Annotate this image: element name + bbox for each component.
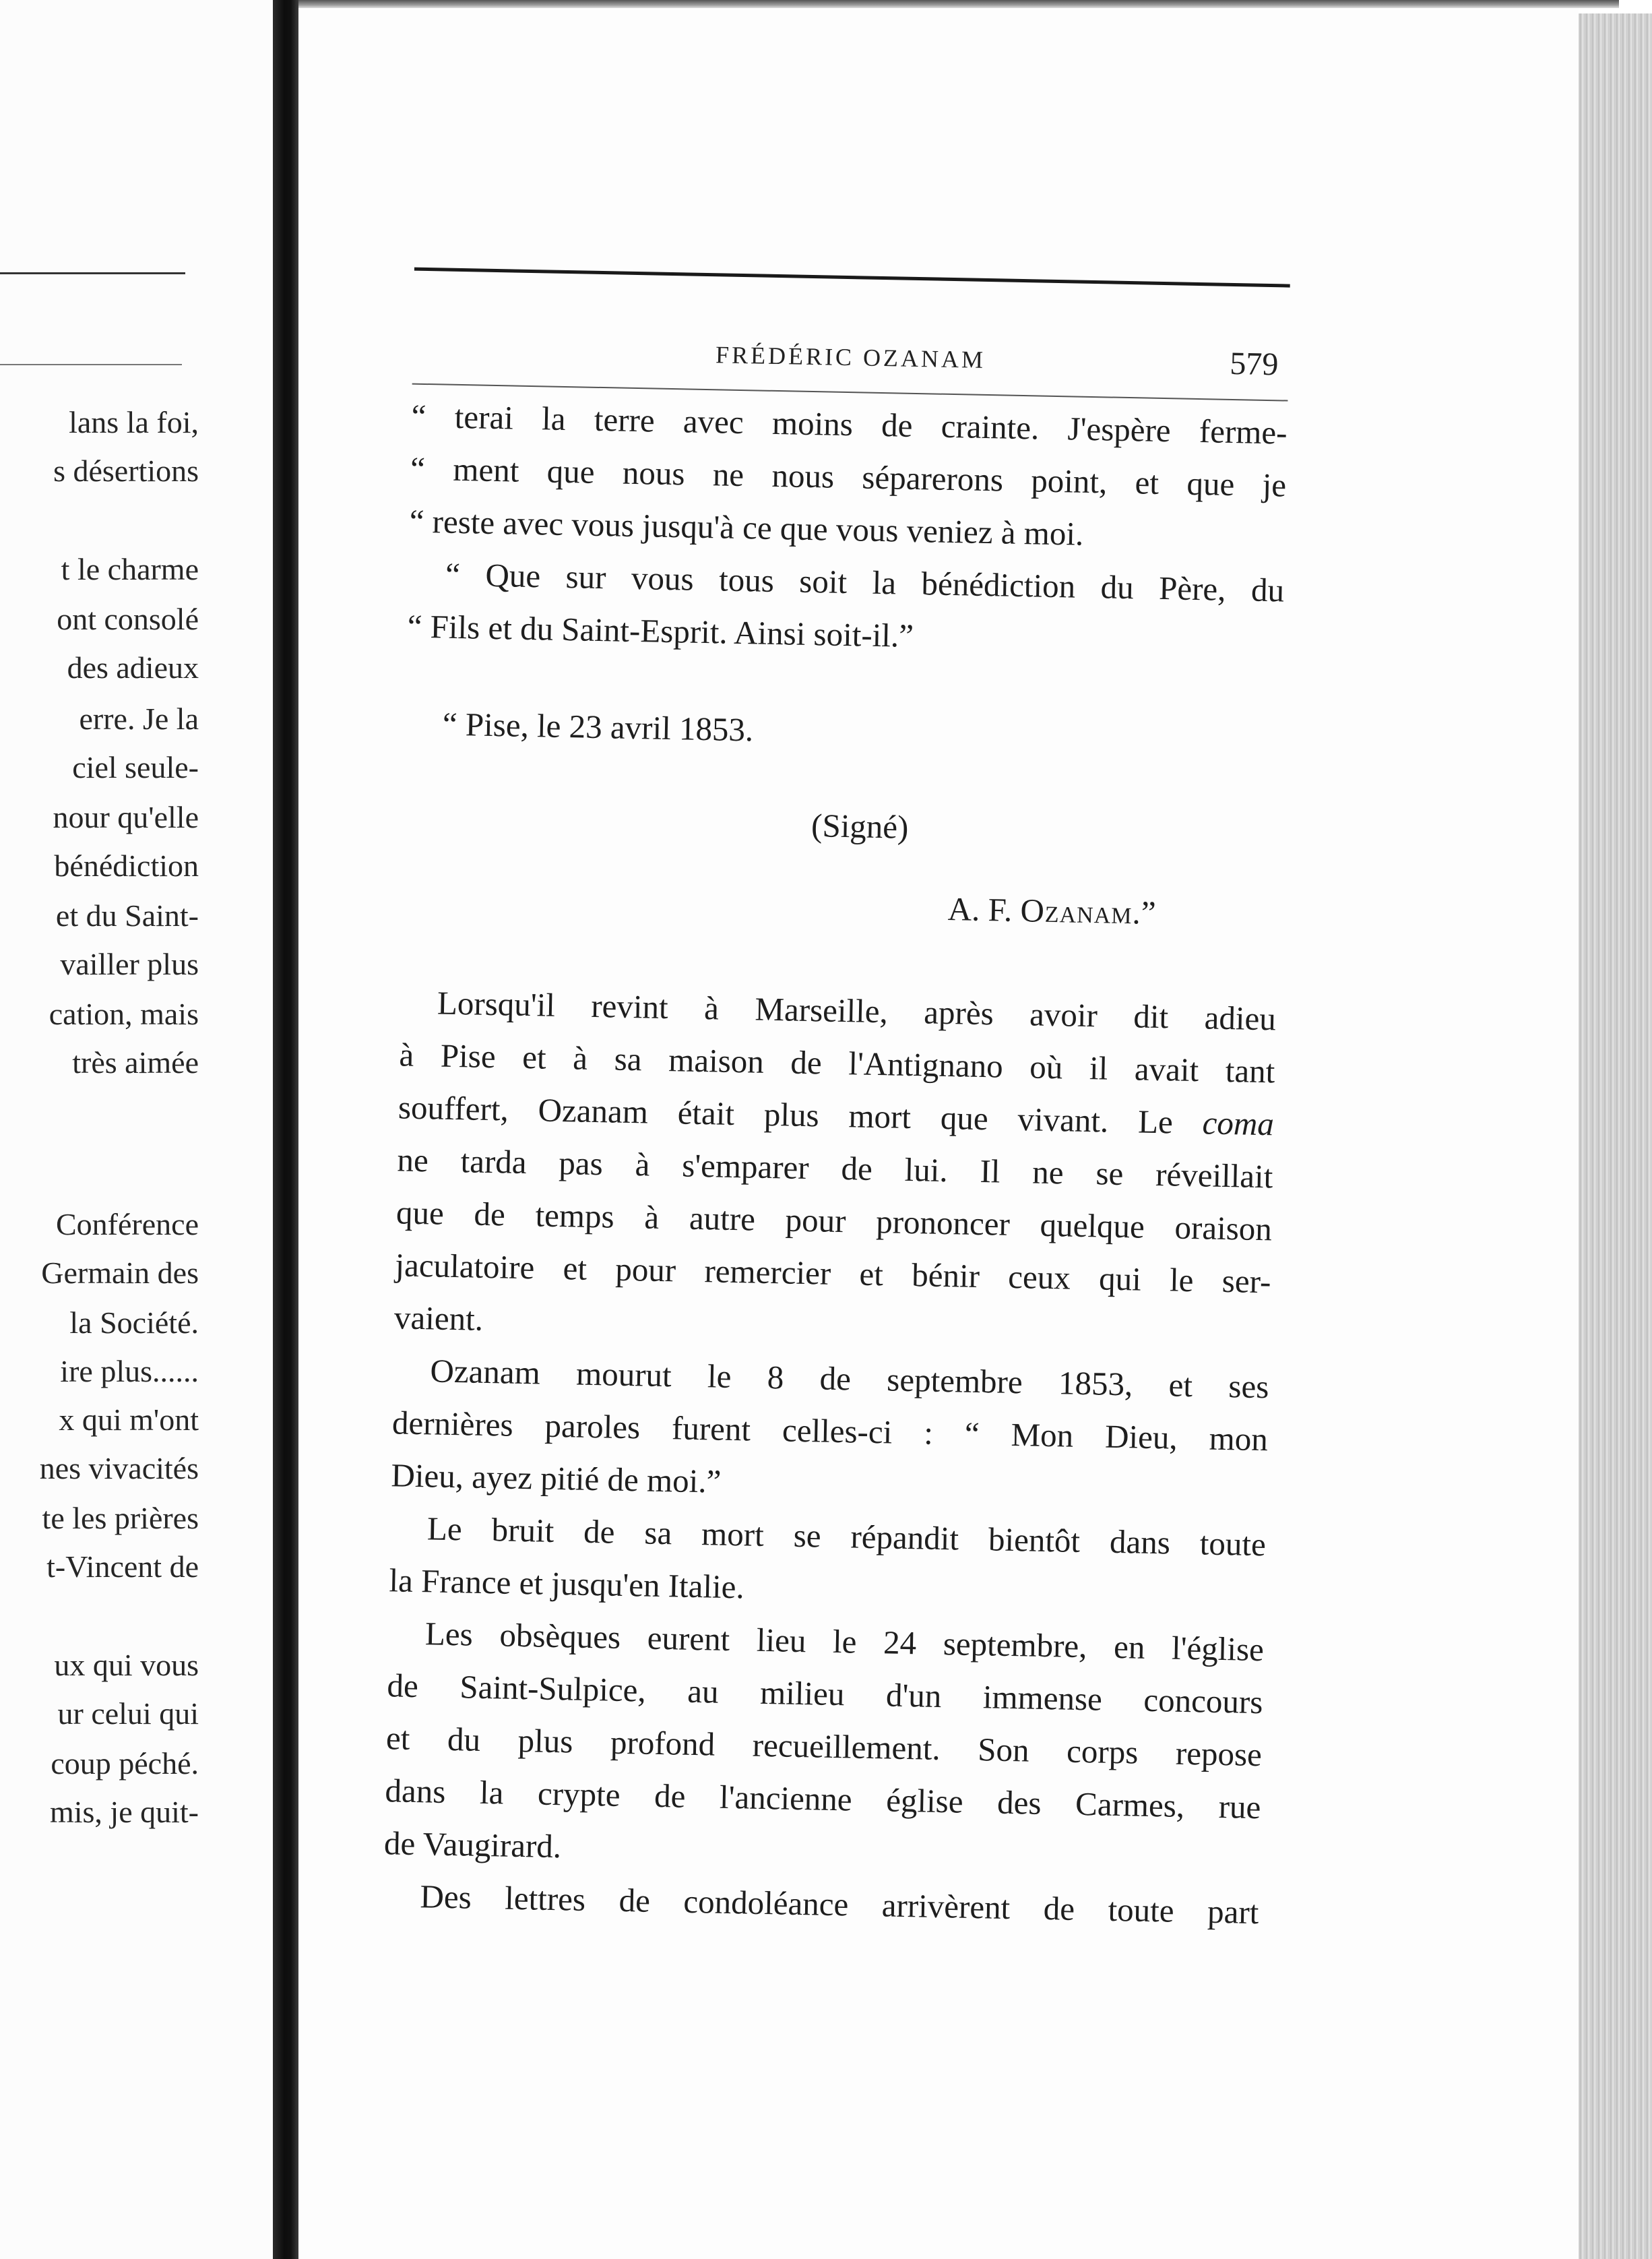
left-page-line: ont consolé: [57, 602, 199, 636]
page-number: 579: [1229, 345, 1279, 383]
page-content: [325, 266, 1300, 1969]
para1-line: vaient.: [393, 1299, 484, 1338]
letter-line: “ Que sur vous tous soit la bénédiction du Père, du: [445, 555, 1285, 609]
left-page-line: et du Saint-: [55, 898, 199, 933]
para3-line: la France et jusqu'en Italie.: [389, 1561, 745, 1606]
para1-line: Lorsqu'il revint à Marseille, après avoir dit adieu: [437, 984, 1277, 1038]
left-page-line: t-Vincent de: [46, 1549, 199, 1584]
para4-line: et du plus profond recueillement. Son corps repose: [385, 1719, 1263, 1774]
left-page-line: ur celui qui: [57, 1696, 199, 1731]
left-page-line: s désertions: [53, 454, 199, 488]
para2-line: Dieu, ayez pitié de moi.”: [391, 1456, 722, 1500]
para4-line: de Saint-Sulpice, au milieu d'un immense concours: [387, 1667, 1263, 1721]
running-head: [412, 335, 1289, 392]
left-page-line: te les prières: [42, 1501, 199, 1535]
left-page-line: mis, je quit-: [49, 1795, 199, 1829]
left-page-line: des adieux: [67, 650, 199, 685]
letter-line: “ ment que nous ne nous séparerons point, et que je: [410, 450, 1287, 504]
para3-line: Le bruit de sa mort se répandit bientôt dans toute: [426, 1510, 1267, 1564]
left-page-line: ux qui vous: [54, 1648, 199, 1682]
para1-line: que de temps à autre pour prononcer quelque oraison: [395, 1194, 1273, 1248]
para1-italic-word: coma: [1202, 1104, 1275, 1143]
left-page-line: erre. Je la: [79, 702, 199, 736]
letter-line: “ Fils et du Saint-Esprit. Ainsi soit-il.”: [407, 607, 914, 654]
book-gutter: [273, 0, 298, 2259]
left-page-line: bénédiction: [54, 848, 199, 883]
para4-line: Les obsèques eurent lieu le 24 septembre, en l'église: [424, 1615, 1265, 1669]
left-page-line: nour qu'elle: [53, 800, 199, 834]
left-page-line: Conférence: [56, 1207, 199, 1241]
left-page-line: t le charme: [61, 552, 199, 586]
para2-line: Ozanam mourut le 8 de septembre 1853, et ses: [430, 1352, 1269, 1406]
letter-line: “ terai la terre avec moins de crainte. J'espère ferme-: [411, 397, 1288, 452]
left-page: [0, 0, 273, 2259]
para1-line: à Pise et à sa maison de l'Antignano où il avait tant: [399, 1036, 1275, 1090]
signature-name: Ozanam.”: [1020, 892, 1157, 931]
para2-line: dernières paroles furent celles-ci : “ Mon Dieu, mon: [391, 1404, 1269, 1458]
left-page-line: très aimée: [72, 1045, 199, 1080]
left-page-line: ciel seule-: [72, 750, 199, 784]
para4-line: de Vaugirard.: [383, 1824, 562, 1865]
left-page-line: lans la foi,: [69, 405, 199, 439]
left-page-top-rule: [0, 272, 185, 274]
left-page-line: la Société.: [69, 1305, 199, 1340]
left-page-line: ire plus......: [60, 1354, 199, 1388]
left-page-line: vailler plus: [60, 947, 199, 981]
left-page-line: Germain des: [41, 1256, 199, 1290]
left-page-header-rule: [0, 364, 182, 365]
place-date: “ Pise, le 23 avril 1853.: [442, 705, 754, 749]
signed-label: (Signé): [811, 807, 909, 846]
signature-initials: A. F.: [947, 890, 1021, 929]
para1-line-text: souffert, Ozanam était plus mort que vivant. Le: [398, 1088, 1203, 1142]
left-page-line: nes vivacités: [39, 1451, 199, 1485]
para1-line: jaculatoire et pour remercier et bénir ceux qui le ser-: [395, 1246, 1271, 1301]
para5-line: Des lettres de condoléance arrivèrent de toute part: [420, 1878, 1259, 1931]
letter-line: “ reste avec vous jusqu'à ce que vous veniez à moi.: [409, 502, 1084, 553]
page-edges: [1579, 13, 1652, 2259]
left-page-line: cation, mais: [49, 997, 199, 1031]
scan-top-border: [298, 0, 1619, 8]
para1-line: [398, 1088, 1275, 1143]
left-page-line: x qui m'ont: [59, 1402, 199, 1437]
running-head-title: FRÉDÉRIC OZANAM: [715, 341, 986, 373]
signature: [947, 890, 1157, 932]
left-page-line: coup péché.: [51, 1746, 199, 1781]
para4-line: dans la crypte de l'ancienne église des Carmes, rue: [385, 1772, 1261, 1826]
para1-line: ne tarda pas à s'emparer de lui. Il ne se réveillait: [397, 1141, 1273, 1196]
